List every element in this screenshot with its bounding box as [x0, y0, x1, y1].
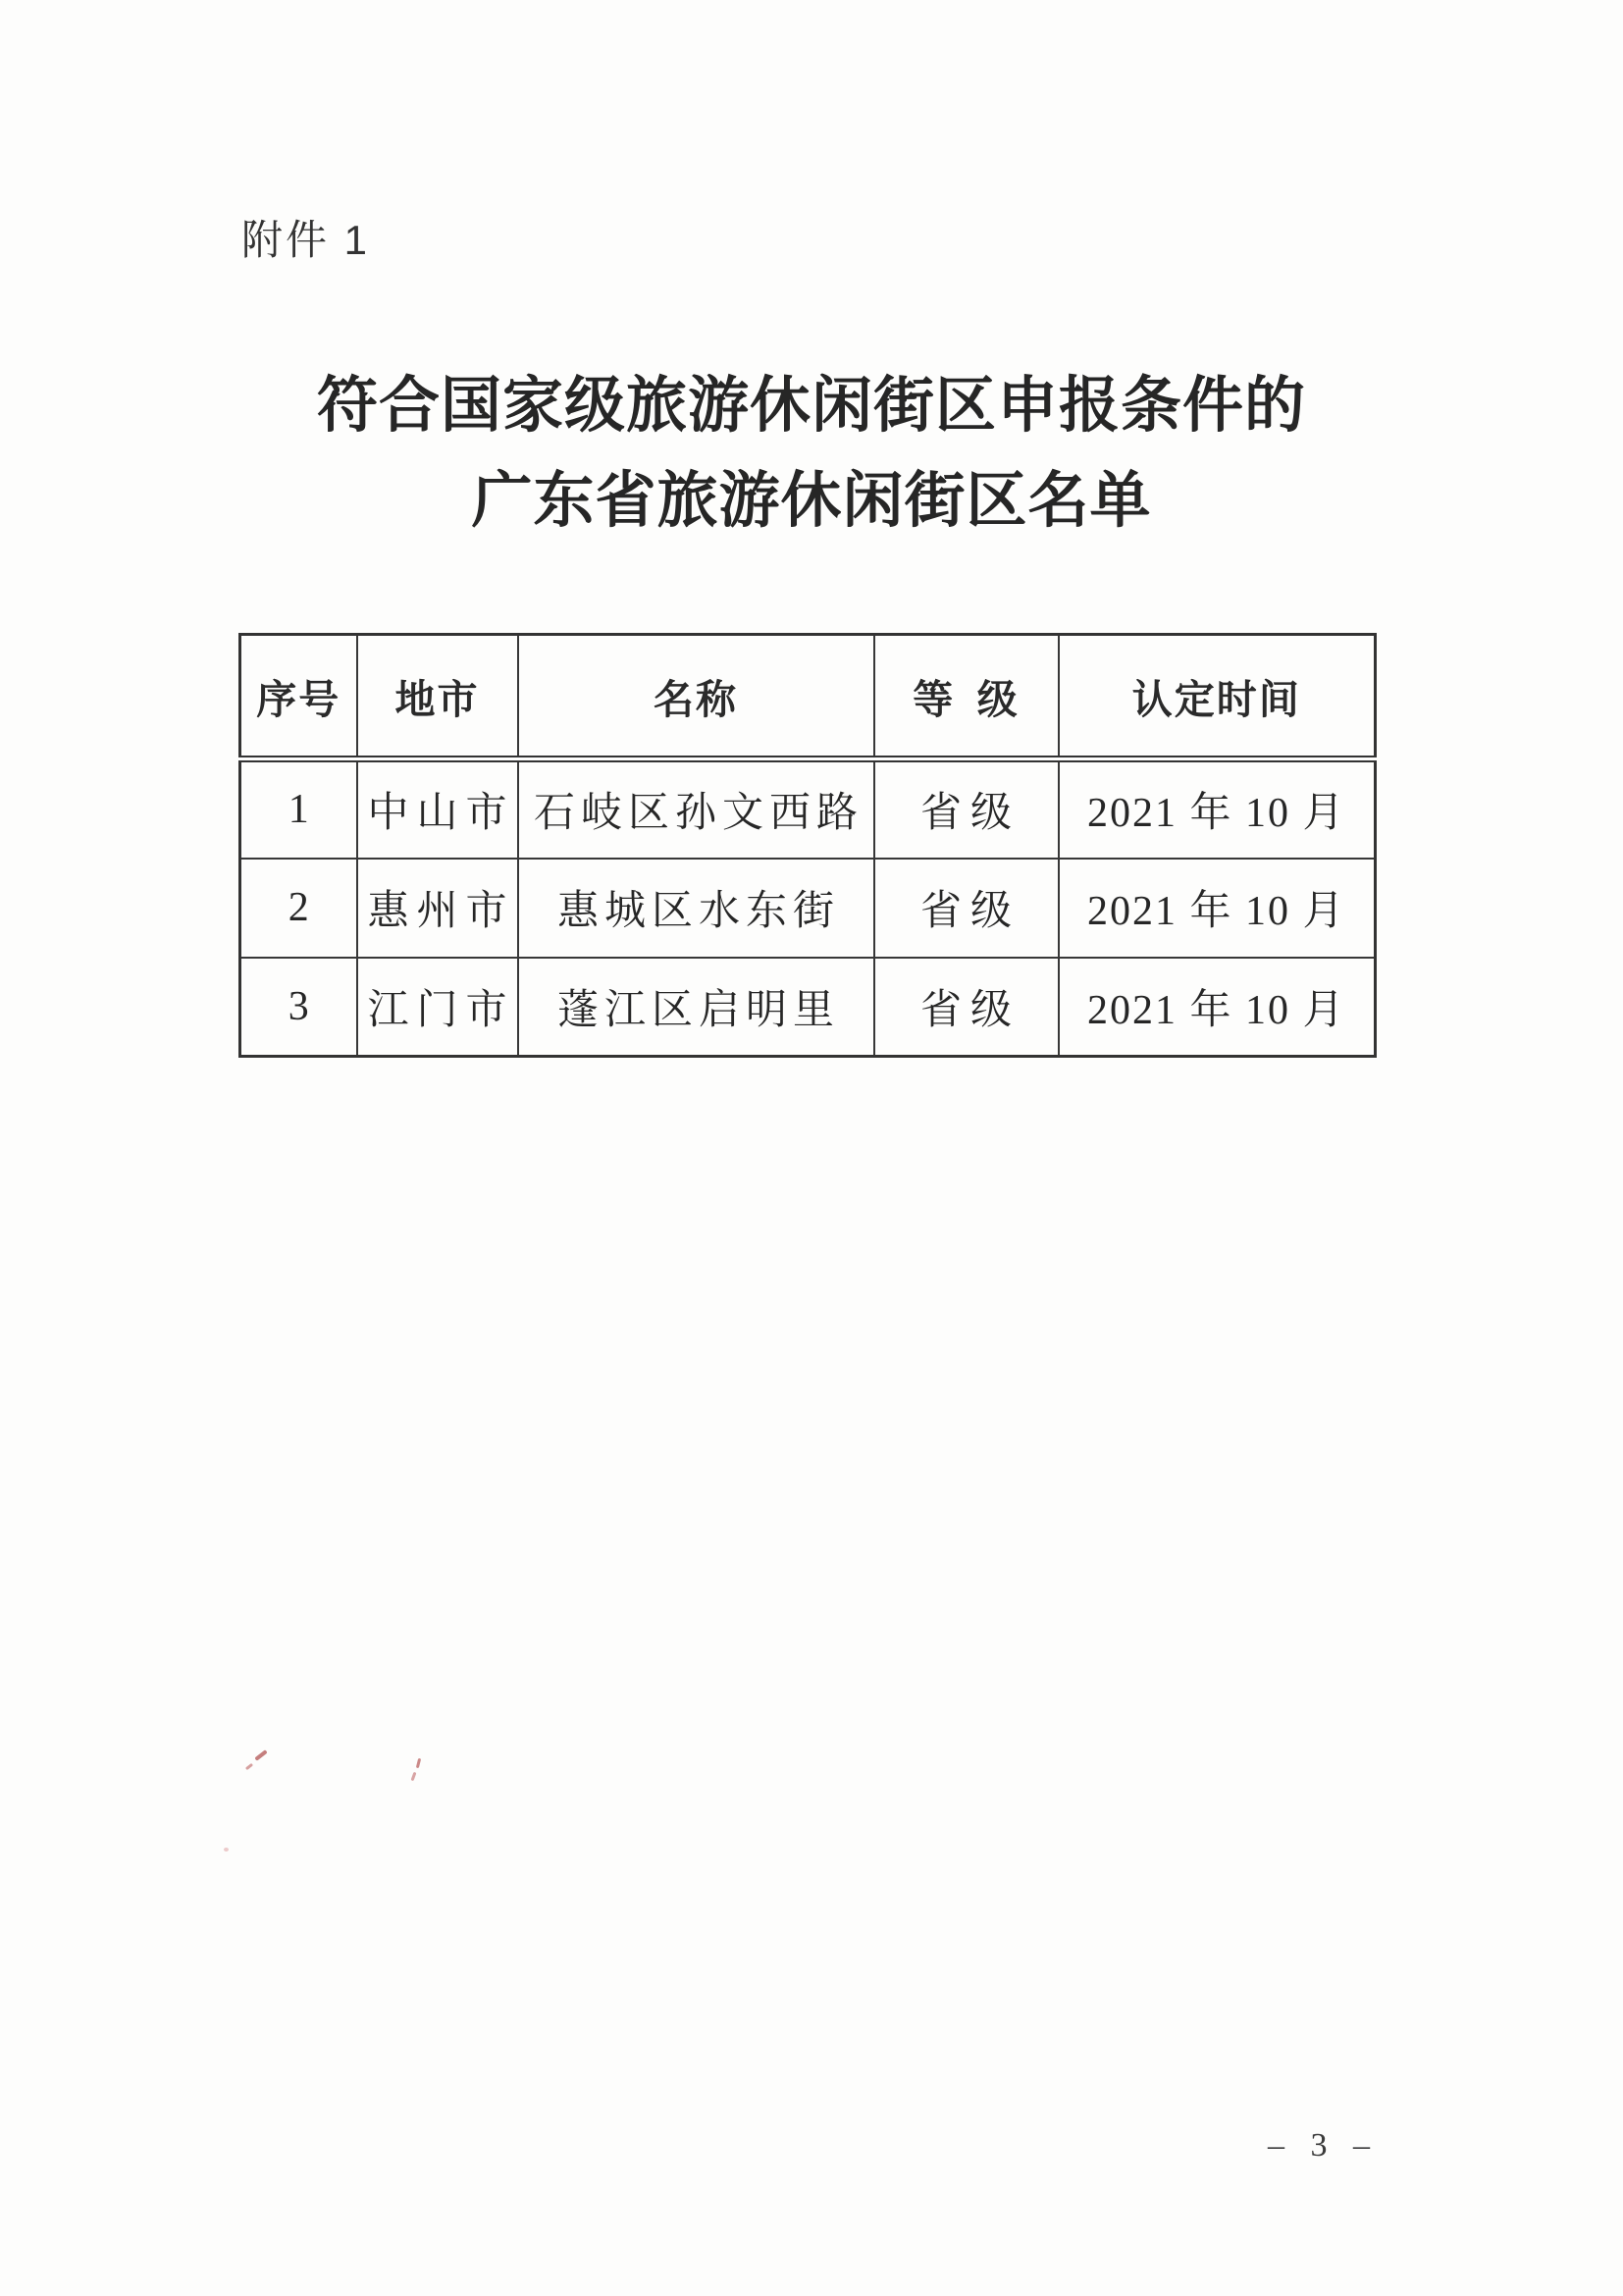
- attachment-label: 附件 1: [241, 217, 371, 263]
- cell-city: 中山市: [357, 759, 518, 859]
- column-header-name: 名称: [518, 635, 874, 759]
- cell-city: 江门市: [357, 958, 518, 1057]
- cell-level: 省级: [874, 958, 1059, 1057]
- scan-artifact: [411, 1758, 423, 1784]
- cell-date: 2021 年 10 月: [1059, 859, 1376, 958]
- cell-index: 2: [240, 859, 357, 958]
- column-header-date: 认定时间: [1059, 635, 1376, 759]
- scan-artifact: [245, 1750, 271, 1772]
- cell-index: 3: [240, 958, 357, 1057]
- scan-artifact: [224, 1848, 229, 1852]
- page-number: – 3 –: [1268, 2127, 1379, 2164]
- cell-level: 省级: [874, 759, 1059, 859]
- cell-date: 2021 年 10 月: [1059, 958, 1376, 1057]
- title-line-2: 广东省旅游休闲街区名单: [471, 468, 1152, 535]
- cell-name: 石岐区孙文西路: [518, 759, 874, 859]
- cell-name: 蓬江区启明里: [518, 958, 874, 1057]
- table-row: [240, 759, 1376, 859]
- column-header-level: 等 级: [874, 635, 1059, 759]
- title-line-1: 符合国家级旅游休闲街区申报条件的: [316, 373, 1306, 440]
- cell-index: 1: [240, 759, 357, 859]
- cell-city: 惠州市: [357, 859, 518, 958]
- streets-table: [238, 633, 1377, 1058]
- cell-name: 惠城区水东街: [518, 859, 874, 958]
- table-header-row: [240, 635, 1376, 759]
- cell-date: 2021 年 10 月: [1059, 759, 1376, 859]
- column-header-index: 序号: [240, 635, 357, 759]
- cell-level: 省级: [874, 859, 1059, 958]
- table-row: [240, 859, 1376, 958]
- column-header-city: 地市: [357, 635, 518, 759]
- document-title: [0, 359, 1623, 549]
- table-row: [240, 958, 1376, 1057]
